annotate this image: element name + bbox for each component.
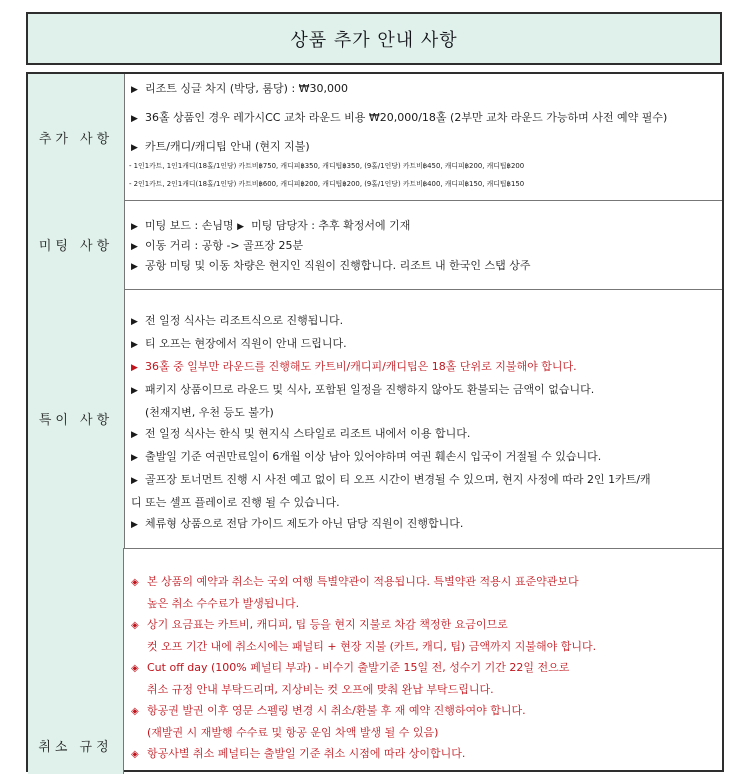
section-label-extra: 추가 사항 <box>28 74 125 200</box>
special-line: (천재지변, 우천 등도 불가) <box>145 406 274 419</box>
section-meeting <box>28 200 722 290</box>
section-label-special: 특이 사항 <box>28 289 125 548</box>
section-content-extra <box>131 74 712 192</box>
special-line: 디 또는 셀프 플레이로 진행 될 수 있습니다. <box>131 496 340 509</box>
triangle-bullet-icon: ▶ <box>131 262 138 272</box>
triangle-bullet-icon: ▶ <box>131 453 138 463</box>
cancel-line: 높은 취소 수수료가 발생됩니다. <box>147 597 300 610</box>
triangle-bullet-icon: ▶ <box>131 363 138 373</box>
extra-line: 36홀 상품인 경우 레가시CC 교차 라운드 비용 ₩20,000/18홀 (2부만 교차 라운드 가능하며 사전 예약 필수) <box>145 111 668 124</box>
triangle-bullet-icon: ▶ <box>131 85 138 95</box>
triangle-bullet-icon: ▶ <box>131 143 138 153</box>
triangle-bullet-icon: ▶ <box>131 520 138 530</box>
diamond-bullet-icon: ◈ <box>131 577 139 588</box>
triangle-bullet-icon: ▶ <box>131 114 138 124</box>
cancel-line: 취소 규정 안내 부탁드리며, 지상비는 컷 오프에 맞춰 완납 부탁드립니다. <box>147 683 494 696</box>
diamond-bullet-icon: ◈ <box>131 620 139 631</box>
triangle-bullet-icon: ▶ <box>131 386 138 396</box>
special-line: 패키지 상품이므로 라운드 및 식사, 포함된 일정을 진행하지 않아도 환불되는 금액이 없습니다. <box>145 383 595 396</box>
section-special <box>28 289 722 549</box>
cancel-line: 상기 요금표는 카트비, 캐디피, 팁 등을 현지 지불로 차감 책정한 요금이므로 <box>147 618 508 631</box>
diamond-bullet-icon: ◈ <box>131 706 139 717</box>
page-title: 상품 추가 안내 사항 <box>26 12 722 65</box>
triangle-bullet-icon: ▶ <box>131 317 138 327</box>
triangle-bullet-icon: ▶ <box>131 340 138 350</box>
cancel-line: 항공사별 취소 페널티는 출발일 기준 취소 시점에 따라 상이합니다. <box>147 747 466 760</box>
triangle-bullet-icon: ▶ <box>131 242 138 252</box>
diamond-bullet-icon: ◈ <box>131 749 139 760</box>
section-extra <box>28 74 722 201</box>
meeting-line: 미팅 보드 : 손님명 <box>145 219 234 232</box>
section-content-special <box>131 313 712 539</box>
extra-line: 카트/캐디/캐디팁 안내 (현지 지불) <box>145 140 310 153</box>
extra-line: 리조트 싱글 차지 (박당, 룸당) : ₩30,000 <box>145 82 349 95</box>
cancel-line: 항공권 발권 이후 영문 스펠링 변경 시 취소/환불 후 재 예약 진행하여야 합니다. <box>147 704 526 717</box>
special-line: 티 오프는 현장에서 직원이 안내 드립니다. <box>145 337 347 350</box>
cancel-line: 본 상품의 예약과 취소는 국외 여행 특별약관이 적용됩니다. 특별약관 적용시 표준약관보다 <box>147 575 579 588</box>
special-line: 출발일 기준 여권만료일이 6개월 이상 남아 있어야하며 여권 훼손시 입국이 거절될 수 있습니다. <box>145 450 602 463</box>
meeting-line: 미팅 담당자 : 추후 확정서에 기재 <box>251 219 411 232</box>
section-content-cancel <box>131 574 712 768</box>
cancel-line: 컷 오프 기간 내에 취소시에는 패널티 + 현장 지불 (카트, 캐디, 팁) 금액까지 지불해야 합니다. <box>147 640 597 653</box>
section-label-cancel: 취소 규정 <box>28 548 124 774</box>
cancel-line: Cut off day (100% 페널티 부과) - 비수기 출발기준 15일 전, 성수기 기간 22일 전으로 <box>147 661 570 674</box>
triangle-bullet-icon: ▶ <box>131 476 138 486</box>
special-line: 전 일정 식사는 한식 및 현지식 스타일로 리조트 내에서 이용 합니다. <box>145 427 471 440</box>
cancel-line: (재발권 시 재발행 수수료 및 항공 운임 차액 발생 될 수 있음) <box>147 726 439 739</box>
special-line: 체류형 상품으로 전담 가이드 제도가 아닌 담당 직원이 진행합니다. <box>145 517 464 530</box>
special-line: 전 일정 식사는 리조트식으로 진행됩니다. <box>145 314 344 327</box>
meeting-line: 이동 거리 : 공항 -> 골프장 25분 <box>145 239 304 252</box>
special-line: 골프장 토너먼트 진행 시 사전 예고 없이 티 오프 시간이 변경될 수 있으며, 현지 사정에 따라 2인 1카트/캐 <box>145 473 651 486</box>
triangle-bullet-icon: ▶ <box>131 430 138 440</box>
extra-price-line: - 2인1카트, 2인1캐디(18홀/1인당) 카트비฿600, 캐디피฿200, 캐디팁฿200, (9홀/1인당) 카트비฿400, 캐디피฿150, 캐디팁฿150 <box>129 180 525 188</box>
triangle-bullet-icon: ▶ <box>131 222 138 232</box>
section-label-meeting: 미팅 사항 <box>28 200 125 289</box>
diamond-bullet-icon: ◈ <box>131 663 139 674</box>
section-content-meeting <box>131 200 712 275</box>
extra-price-line: - 1인1카트, 1인1캐디(18홀/1인당) 카트비฿750, 캐디피฿350, 캐디팁฿350, (9홀/1인당) 카트비฿450, 캐디피฿200, 캐디팁฿200 <box>129 162 525 170</box>
notice-table <box>26 72 724 772</box>
meeting-line: 공항 미팅 및 이동 차량은 현지인 직원이 진행합니다. 리조트 내 한국인 스탭 상주 <box>145 259 531 272</box>
section-cancel <box>28 548 722 774</box>
special-line-warning: 36홀 중 일부만 라운드를 진행해도 카트비/캐디피/캐디팁은 18홀 단위로 지불해야 합니다. <box>145 360 577 373</box>
triangle-bullet-icon: ▶ <box>237 222 244 232</box>
